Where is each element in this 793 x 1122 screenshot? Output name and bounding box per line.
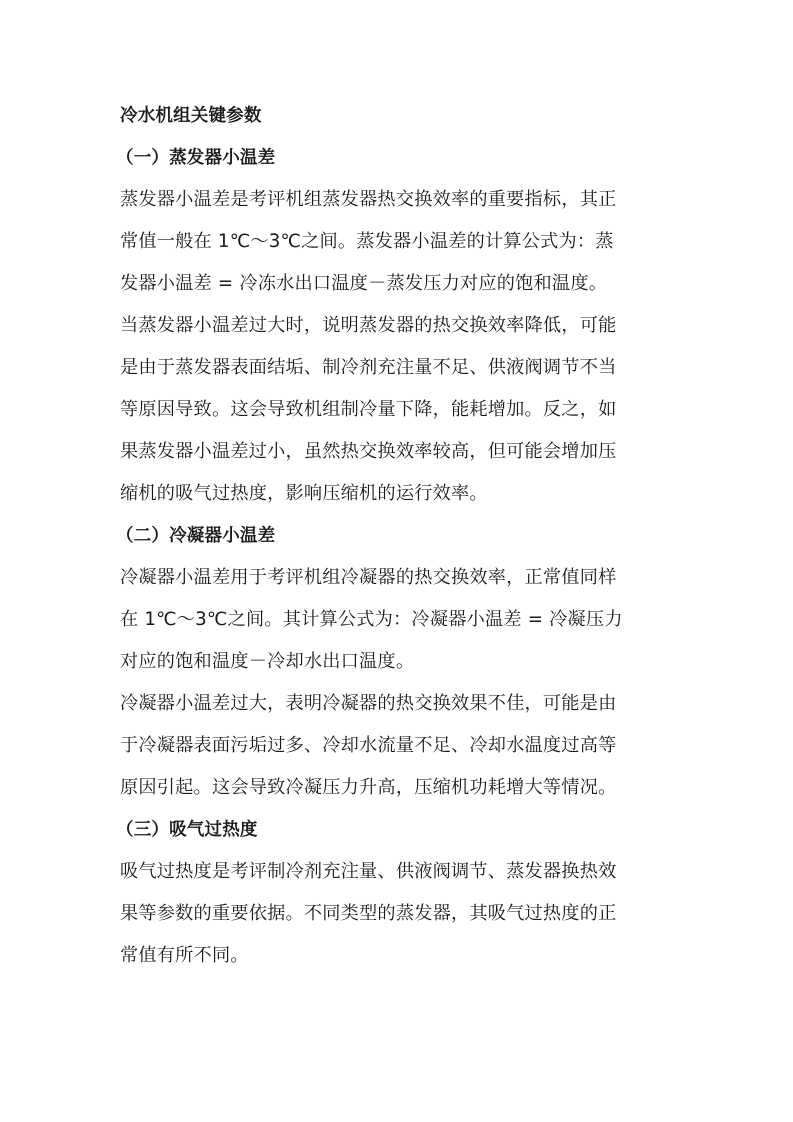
paragraph-line: 当蒸发器小温差过大时，说明蒸发器的热交换效率降低，可能 bbox=[120, 315, 617, 336]
paragraph-line: 于冷凝器表面污垢过多、冷却水流量不足、冷却水温度过高等 bbox=[120, 735, 617, 756]
paragraph-line: 缩机的吸气过热度，影响压缩机的运行效率。 bbox=[120, 483, 488, 504]
section-heading-1: （一）蒸发器小温差 bbox=[116, 148, 276, 168]
section-heading-2: （二）冷凝器小温差 bbox=[116, 526, 276, 546]
paragraph-line: 常值一般在 1℃～3℃之间。蒸发器小温差的计算公式为：蒸 bbox=[120, 231, 614, 252]
paragraph-line: 吸气过热度是考评制冷剂充注量、供液阀调节、蒸发器换热效 bbox=[120, 861, 617, 882]
paragraph-line: 冷凝器小温差用于考评机组冷凝器的热交换效率，正常值同样 bbox=[120, 567, 617, 588]
paragraph-line: 蒸发器小温差是考评机组蒸发器热交换效率的重要指标，其正 bbox=[120, 189, 617, 210]
paragraph-line: 等原因导致。这会导致机组制冷量下降，能耗增加。反之，如 bbox=[120, 399, 617, 420]
paragraph-line: 对应的饱和温度－冷却水出口温度。 bbox=[120, 651, 415, 672]
paragraph-line: 是由于蒸发器表面结垢、制冷剂充注量不足、供液阀调节不当 bbox=[120, 357, 617, 378]
paragraph-line: 果等参数的重要依据。不同类型的蒸发器，其吸气过热度的正 bbox=[120, 903, 617, 924]
paragraph-line: 果蒸发器小温差过小，虽然热交换效率较高，但可能会增加压 bbox=[120, 441, 617, 462]
paragraph-line: 在 1℃～3℃之间。其计算公式为：冷凝器小温差 = 冷凝压力 bbox=[120, 609, 623, 630]
paragraph-line: 常值有所不同。 bbox=[120, 945, 249, 966]
paragraph-line: 冷凝器小温差过大，表明冷凝器的热交换效果不佳，可能是由 bbox=[120, 693, 617, 714]
paragraph-line: 原因引起。这会导致冷凝压力升高，压缩机功耗增大等情况。 bbox=[120, 777, 617, 798]
document-title: 冷水机组关键参数 bbox=[120, 106, 262, 126]
paragraph-line: 发器小温差 = 冷冻水出口温度－蒸发压力对应的饱和温度。 bbox=[120, 273, 608, 294]
section-heading-3: （三）吸气过热度 bbox=[116, 820, 258, 840]
